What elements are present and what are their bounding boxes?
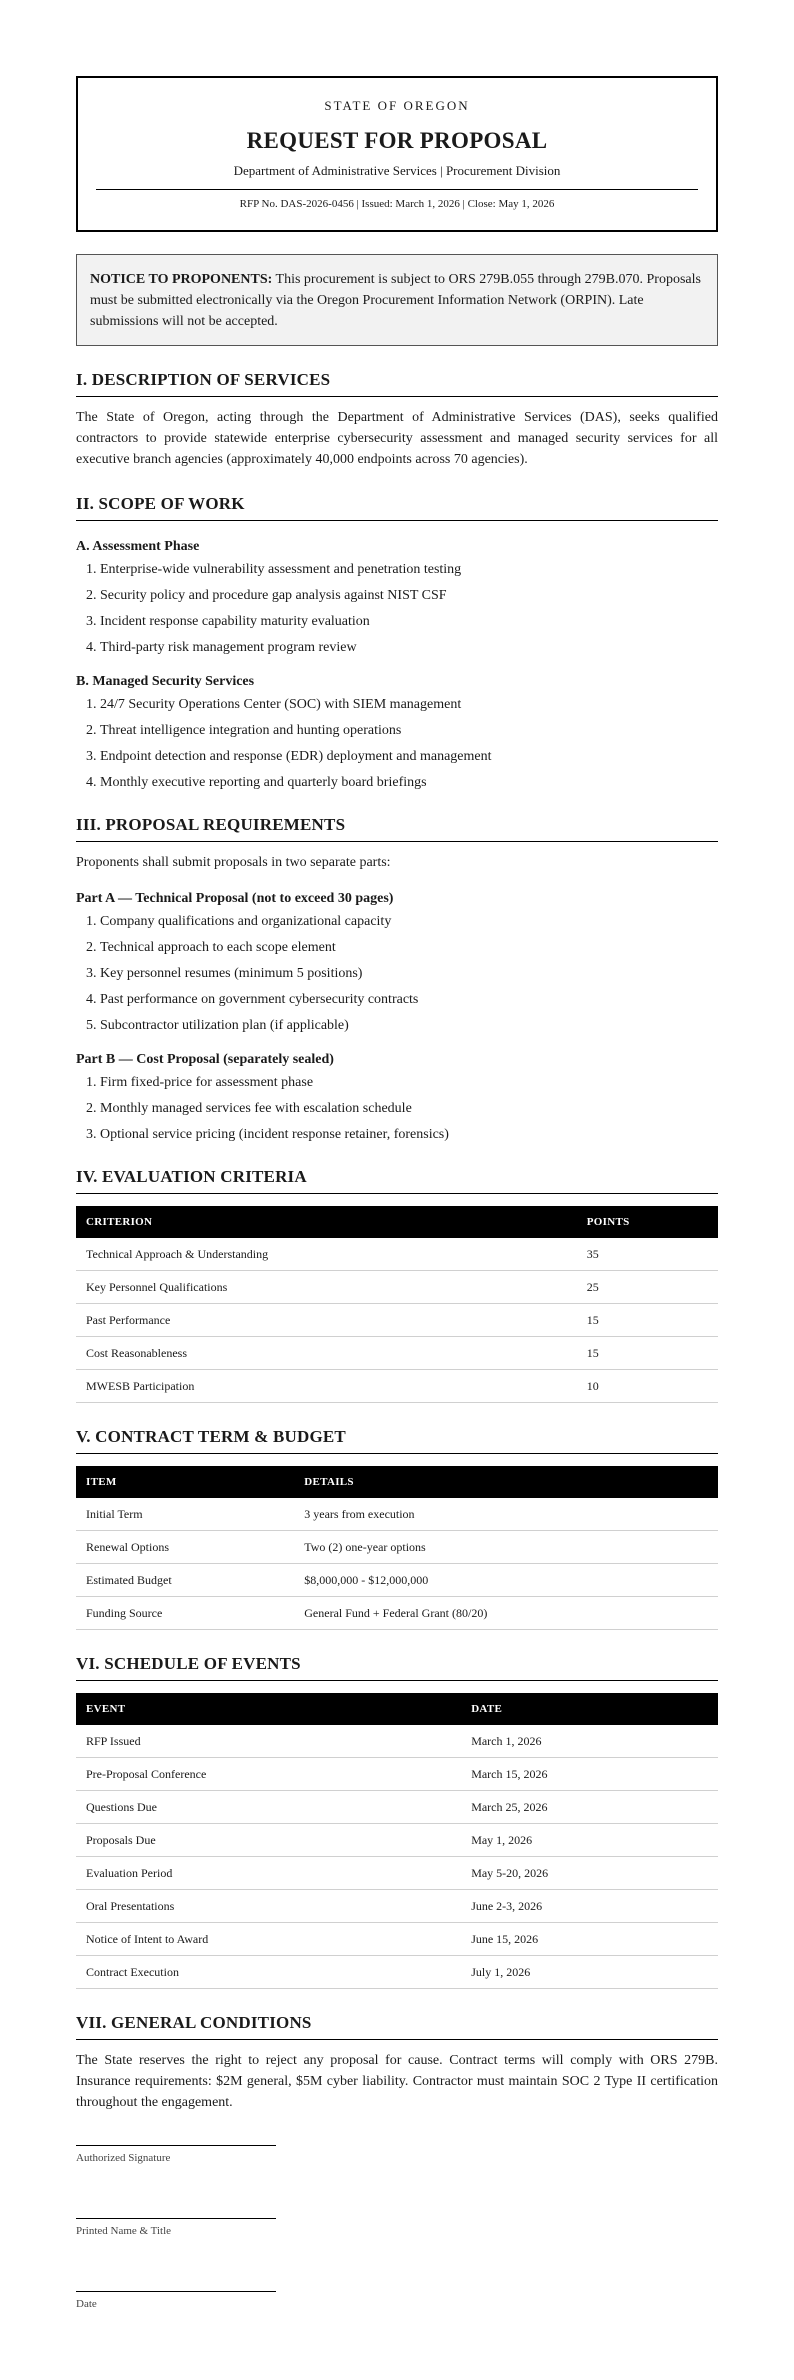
notice-text: This procurement is subject to ORS 279B.055 through 279B.070. Proposals must be submitted electronically via the Oregon Procurement Information Network (ORPIN). Late submissions will not be accepted. [90,272,701,329]
table-header-row [76,1206,718,1238]
table-header-row [76,1466,718,1498]
department-line: Department of Administrative Services | Procurement Division [233,163,561,178]
section-heading: IV. EVALUATION CRITERIA [76,1167,718,1194]
list-item: 2. Threat intelligence integration and hunting operations [100,722,718,739]
subsection-title: A. Assessment Phase [76,539,200,554]
subsection-title: B. Managed Security Services [76,674,255,689]
table-cell: July 1, 2026 [461,1956,718,1989]
numbered-list [76,696,718,791]
table-cell: Questions Due [76,1791,461,1824]
table-row [76,1890,718,1923]
table-cell: Oral Presentations [76,1890,461,1923]
section-heading: VI. SCHEDULE OF EVENTS [76,1654,718,1681]
table-cell: 10 [577,1370,718,1403]
table-cell: Initial Term [76,1498,294,1531]
contract-table [76,1466,718,1630]
numbered-list [76,1074,718,1143]
table-cell: March 1, 2026 [461,1725,718,1758]
schedule-table [76,1693,718,1989]
printed-name-line[interactable] [76,2218,276,2219]
section-contract [76,1427,718,1630]
printed-name-block [76,2218,276,2237]
table-cell: Proposals Due [76,1824,461,1857]
column-header: DATE [461,1693,718,1725]
column-header: DETAILS [294,1466,718,1498]
section-heading: II. SCOPE OF WORK [76,494,718,521]
table-cell: General Fund + Federal Grant (80/20) [294,1597,718,1630]
date-block [76,2291,276,2310]
list-item: 5. Subcontractor utilization plan (if applicable) [100,1017,718,1034]
signature-label: Authorized Signature [76,2152,171,2164]
table-row [76,1370,718,1403]
table-row [76,1857,718,1890]
table-row [76,1791,718,1824]
section-evaluation [76,1167,718,1403]
list-item: 1. Company qualifications and organizational capacity [100,913,718,930]
list-item: 2. Security policy and procedure gap analysis against NIST CSF [100,587,718,604]
column-header: CRITERION [76,1206,577,1238]
table-cell: March 25, 2026 [461,1791,718,1824]
table-row [76,1725,718,1758]
table-cell: May 1, 2026 [461,1824,718,1857]
table-row [76,1758,718,1791]
section-body: The State reserves the right to reject any proposal for cause. Contract terms will comply with ORS 279B. Insurance requirements: $2M general, $5M cyber liability. Contractor must maintain SOC 2 Type II certification throughout the engagement. [76,2053,718,2110]
table-cell: MWESB Participation [76,1370,577,1403]
list-item: 2. Monthly managed services fee with escalation schedule [100,1100,718,1117]
table-cell: 15 [577,1304,718,1337]
signature-line[interactable] [76,2145,276,2146]
section-heading: VII. GENERAL CONDITIONS [76,2013,718,2040]
list-item: 4. Past performance on government cybersecurity contracts [100,991,718,1008]
document-content [76,76,718,2310]
rfp-header [76,76,718,232]
signature-area [76,2145,718,2310]
table-cell: Key Personnel Qualifications [76,1271,577,1304]
section-body: The State of Oregon, acting through the Department of Administrative Services (DAS), seeks qualified contractors to provide statewide enterprise cybersecurity assessment and managed security services for all executive branch agencies (approximately 40,000 endpoints across 70 agencies). [76,410,718,467]
section-heading: I. DESCRIPTION OF SERVICES [76,370,718,397]
section-description [76,370,718,470]
table-cell: $8,000,000 - $12,000,000 [294,1564,718,1597]
column-header: ITEM [76,1466,294,1498]
section-heading: V. CONTRACT TERM & BUDGET [76,1427,718,1454]
column-header: POINTS [577,1206,718,1238]
rfp-meta: RFP No. DAS-2026-0456 | Issued: March 1, 2026 | Close: May 1, 2026 [239,198,555,210]
section-intro: Proponents shall submit proposals in two separate parts: [76,855,391,870]
list-item: 3. Endpoint detection and response (EDR) deployment and management [100,748,718,765]
list-item: 3. Key personnel resumes (minimum 5 positions) [100,965,718,982]
date-label: Date [76,2298,97,2310]
table-cell: Estimated Budget [76,1564,294,1597]
header-divider [96,189,698,190]
table-cell: May 5-20, 2026 [461,1857,718,1890]
table-cell: RFP Issued [76,1725,461,1758]
table-row [76,1304,718,1337]
date-line[interactable] [76,2291,276,2292]
signature-block [76,2145,276,2164]
numbered-list [76,561,718,656]
table-row [76,1498,718,1531]
numbered-list [76,913,718,1034]
subsection-title: Part B — Cost Proposal (separately sealed) [76,1052,334,1067]
list-item: 1. 24/7 Security Operations Center (SOC) with SIEM management [100,696,718,713]
list-item: 4. Monthly executive reporting and quarterly board briefings [100,774,718,791]
table-row [76,1271,718,1304]
section-requirements [76,815,718,1143]
section-scope [76,494,718,791]
table-cell: March 15, 2026 [461,1758,718,1791]
table-cell: June 15, 2026 [461,1923,718,1956]
table-cell: Renewal Options [76,1531,294,1564]
table-cell: Technical Approach & Understanding [76,1238,577,1271]
document-title: REQUEST FOR PROPOSAL [246,128,548,153]
table-cell: Notice of Intent to Award [76,1923,461,1956]
section-heading: III. PROPOSAL REQUIREMENTS [76,815,718,842]
table-cell: 15 [577,1337,718,1370]
list-item: 1. Firm fixed-price for assessment phase [100,1074,718,1091]
table-row [76,1956,718,1989]
section-schedule [76,1654,718,1989]
table-cell: Contract Execution [76,1956,461,1989]
notice-box [76,254,718,346]
issuing-state: STATE OF OREGON [324,98,470,113]
table-cell: 3 years from execution [294,1498,718,1531]
table-row [76,1337,718,1370]
list-item: 1. Enterprise-wide vulnerability assessment and penetration testing [100,561,718,578]
subsection-title: Part A — Technical Proposal (not to exceed 30 pages) [76,891,394,906]
evaluation-table [76,1206,718,1403]
list-item: 4. Third-party risk management program review [100,639,718,656]
notice-label: NOTICE TO PROPONENTS: [90,272,273,287]
table-cell: 25 [577,1271,718,1304]
table-cell: 35 [577,1238,718,1271]
table-row [76,1824,718,1857]
table-row [76,1597,718,1630]
table-cell: Pre-Proposal Conference [76,1758,461,1791]
table-row [76,1238,718,1271]
table-cell: Two (2) one-year options [294,1531,718,1564]
printed-name-label: Printed Name & Title [76,2225,172,2237]
table-cell: Funding Source [76,1597,294,1630]
table-cell: Evaluation Period [76,1857,461,1890]
table-cell: Cost Reasonableness [76,1337,577,1370]
table-row [76,1531,718,1564]
list-item: 2. Technical approach to each scope element [100,939,718,956]
table-row [76,1923,718,1956]
table-cell: June 2-3, 2026 [461,1890,718,1923]
section-conditions [76,2013,718,2113]
table-row [76,1564,718,1597]
column-header: EVENT [76,1693,461,1725]
list-item: 3. Incident response capability maturity evaluation [100,613,718,630]
table-header-row [76,1693,718,1725]
list-item: 3. Optional service pricing (incident response retainer, forensics) [100,1126,718,1143]
table-cell: Past Performance [76,1304,577,1337]
